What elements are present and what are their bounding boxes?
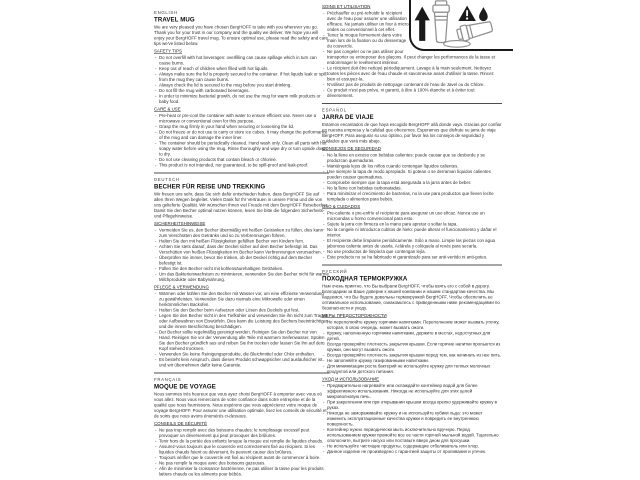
bullet-item: - Sujete la jarra con firmeza en la mano para apretar o soltar la tapa.: [322, 222, 502, 228]
bullet-item: - Кружку, наполненную горячими напитками, держите в местах, недоступных для детей.: [322, 331, 502, 342]
bullet-item: - This product is not intended, nor guaranteed, to be spill-proof and leak-proof.: [154, 163, 329, 169]
bullet-list: [154, 113, 329, 168]
bullet-list: [154, 228, 329, 283]
usage-pictograms-frame: [409, 0, 513, 51]
bullet-list: [154, 55, 329, 105]
section-russian: [322, 269, 502, 455]
language-label: ENGLISH: [154, 10, 178, 15]
bullet-item: - Füllen Sie den Becher nicht mit kohlensäurehaltigen Getränken.: [154, 266, 329, 272]
bullet-item: - Um das Bakterienwachstum zu minimieren, verwenden Sie den Becher nicht für warme Milchprodukte oder Babynahrung.: [154, 272, 329, 283]
bullet-item: - Keep out of reach of children when filled with hot liquids.: [154, 66, 329, 72]
bullet-item: - Always make sure the lid is properly secured to the container. If hot liquids leak or spill from the mug they can cause burns.: [154, 72, 329, 83]
bullet-item: - Ce produit n'est pas prévu, ni garanti, à être à 100% étanche et à éviter tout déversement.: [322, 88, 502, 99]
bullet-item: - Do not overfill with hot beverages: overfilling can cause spillage which in turn can cause burns.: [154, 55, 329, 66]
bullet-item: - Para minimizar el crecimiento de bacterias, no la use para productos que lleven leche templada o alimentos para bebés.: [322, 191, 502, 202]
section-heading: SOINS ET UTILISATION: [322, 4, 371, 9]
section-divider: [322, 265, 502, 266]
product-title: MOQUE DE VOYAGE: [154, 383, 216, 390]
bullet-list: [154, 291, 329, 368]
bullet-item: - При закреплении или при открывании крышки всегда крепко удерживайте кружку в руках.: [322, 400, 502, 411]
section-heading: PFLEGE & VERWENDUNG: [154, 284, 209, 290]
bullet-item: - Ne pas congeler ou ne pas utiliser pour transporter ou entreposer des glaçons. Il peut changer les performances de la tasse et endommager le revêtement intérieur.: [322, 49, 502, 66]
spill-puddle-icon: [444, 41, 471, 48]
bullet-item: - Ne pas trop remplir avec des boissons chaudes: le remplissage excessif peut provoquer un déversement qui peut provoquer des brûlures.: [154, 428, 329, 439]
hot-liquid-drop-icon: [479, 7, 488, 21]
keep-upright-arrow-icon: [415, 7, 430, 41]
product-title: BECHER FÜR REISE UND TREKKING: [154, 183, 266, 190]
usage-pictograms: [411, 0, 513, 49]
travel-mug-icon: [433, 1, 449, 43]
bullet-item: - Не заполняйте кружку газированными напитками.: [322, 358, 502, 364]
section-divider: [154, 173, 329, 174]
intro-paragraph: Нам очень приятно, что Вы выбрали BergHOFF, чтобы взять его с собой в дорогу. Благодарим за Ваше доверие к нашей компании и нашим стандартам качества. Мы надеемся, что Вы будете довольны термокружкой BergHOFF. Чтобы обеспечить ее оптимальное использование, ознакомьтесь с приведенными ниже рекомендациями по безопасности и уходу.: [322, 283, 500, 311]
bullet-item: - Préchauffer ou pré-refroidir le récipient avec de l'eau pour assurer une utilisation efficace. Ne jamais utiliser un four à micro-ondes ou conventionnel à cet effet.: [322, 11, 502, 33]
bullet-item: - Halten Sie den mit heißen Flüssigkeiten gefüllten Becher von Kindern fern.: [154, 239, 329, 245]
bullet-item: - Всегда проверяйте плотность закрытия крышки перед тем, как начинать из нее пить.: [322, 353, 502, 359]
section-heading: МЕРЫ ПРЕДОСТОРОЖНОСТИ: [322, 313, 387, 318]
section-english: [154, 10, 329, 168]
bullet-item: - Для минимизации роста бактерий не используйте кружку для теплых молочных продуктов или детского питания.: [322, 364, 502, 375]
bullet-item: - Der Becher sollte regelmäßig gereinigt werden. Reinigen Sie den Becher nur von Hand. Reinigen Sie vor der Verwendung alle Teile mit warmem Seifenwasser. Spülen Sie den Becher gründlich aus und reiben Sie ihn trocken oder lassen Sie ihn auf dem Kopf stehend trocknen.: [154, 330, 329, 352]
section-heading: USO & CUIDADOS: [322, 204, 361, 209]
bullet-item: - Tenez la moque fermement dans votre main lors de la fixation ou du desserrage du couvercle.: [322, 33, 502, 50]
language-label: РУССКИЙ: [322, 269, 348, 274]
bullet-item: - Предварительно нагревайте или охлаждайте контейнер водой для более эффективного использования. Никогда не используйте для этих целей микроволновую печь.: [322, 383, 502, 400]
bullet-item: - Legen Sie den Becher nicht in den Tiefkühler und verwenden Sie ihn nicht zum Tragen oder Aufbewahren von Eiswürfeln. Dies kann die Leistung des Bechers beeinträchtigen und die innere Beschichtung beschädigen.: [154, 313, 329, 330]
bullet-item: - Verwenden Sie keine Reinigungsprodukte, die Bleichmittel oder Chlor enthalten.: [154, 352, 329, 358]
bullet-item: - Pre-caliente o pre-enfríe el recipiente para asegurar un uso eficaz. Nunca use un microondas u horno convencional para esto.: [322, 211, 502, 222]
bullet-item: - Manténgala lejos de los niños cuando contengan líquidos calientes.: [322, 164, 502, 170]
bullet-item: - Tenir hors de la portée des enfants lorsque la moque est remplie de liquides chauds.: [154, 439, 329, 445]
bullet-item: - Compruebe siempre que la tapa está asegurada a la jarra antes de beber.: [322, 180, 502, 186]
language-label: DEUTSCH: [154, 177, 180, 182]
product-title: TRAVEL MUG: [154, 16, 195, 23]
bullet-list: [154, 428, 329, 478]
section-heading: CONSEJOS DE SEGURIDAD: [322, 146, 381, 151]
bullet-item: - Wärmen oder kühlen Sie den Becher mit Wasser vor, um eine effiziente Verwendung zu gewährleisten. Verwenden Sie dazu niemals eine Mikrowelle oder einen herkömmlichen Backofen.: [154, 291, 329, 308]
tipped-mug-spill-icon: [456, 19, 493, 42]
bullet-item: - Контейнер нужно периодически мыть исключительно вручную. Перед использованием кружки промойте все ее части горячей мыльной водой. Тщательно ополосните, вытрите насухо или поставьте вверх дном для просушки.: [322, 427, 502, 444]
bullet-item: - Use siempre la tapa de modo apropiado. Si gotean o se derraman líquidos calientes pueden causar quemaduras.: [322, 169, 502, 180]
section-espanol: [322, 108, 502, 261]
bullet-item: - Do not freeze or do not use to carry or store ice cubes. It may change the performance of the mug and can damage the inner liner.: [154, 130, 329, 141]
section-deutsch: [154, 177, 329, 368]
bullet-item: - Afin de minimiser la croissance bactérienne, ne pas utiliser la tasse pour les produits laitiers chauds ou les aliments pour bébés.: [154, 466, 329, 477]
section-divider: [322, 103, 502, 104]
bullet-item: - El recipiente debe limpiarse periódicamente. Sólo a mano. Limpie las piezas con agua jabonosa caliente antes de usarla. Aclárela y colóquela al revés para secarla.: [322, 238, 502, 249]
bullet-item: - Este producto no se ha fabricado ni garantizado para ser anti-vertido ni anti-goteo.: [322, 255, 502, 261]
bullet-item: - No la congele ni introduzca cubitos de hielo: puede alterar el funcionamiento y dañar el interior.: [322, 227, 502, 238]
left-column: [154, 10, 329, 477]
product-title: ПОХОДНАЯ ТЕРМОКРУЖКА: [322, 275, 408, 282]
bullet-item: - Ne pas remplir la moque avec des boissons gazeuses.: [154, 461, 329, 467]
bullet-item: - No la llene con bebidas carbonatadas.: [322, 186, 502, 192]
bullet-list: [322, 153, 502, 203]
bullet-item: - Always check the lid is secured to the mug before you start drinking.: [154, 83, 329, 89]
section-heading: CARE & USE: [154, 106, 181, 112]
bullet-item: - In order to minimize bacterial growth, do not use the mug for warm milk products or baby food.: [154, 94, 329, 105]
language-label: FRANÇAIS: [154, 377, 182, 382]
section-heading: CONSEILS DE SÉCURITÉ: [154, 421, 208, 426]
bullet-item: - Do not fill the mug with carbonated beverages.: [154, 88, 329, 94]
bullet-item: - Никогда не замораживайте кружку и не используйте кубики льда: это может изменить эксплуатационные качества кружки и повредить ее внутреннюю поверхность.: [322, 411, 502, 428]
bullet-list: [322, 320, 502, 375]
bullet-item: - Данное изделие не произведено с гарантией защиты от проливания и утечек.: [322, 449, 502, 455]
bullet-item: - Es besteht kein Anspruch, dass dieses Produkt schwappsicher und auslaufsicher ist und wir übernehmen dafür keine Garantie.: [154, 357, 329, 368]
bullet-item: - Do not use cleaning products that contain bleach or chlorine.: [154, 157, 329, 163]
bullet-item: - Vermeiden Sie es, den Becher übermäßig mit heißen Getränken zu füllen, dies kann zum Verschütten des Getränks und so zu Verbrennungen führen.: [154, 228, 329, 239]
bullet-item: - Всегда проверяйте плотность закрытия крышки. Если горячие напитки прольются из кружки, они могут вызвать ожоги.: [322, 342, 502, 353]
section-heading: SAFETY TIPS: [154, 48, 182, 54]
language-label: ESPAÑOL: [322, 107, 347, 113]
bullet-item: - The container should be periodically cleaned. Hand wash only. Clean all parts with hot soapy water before using the mug. Rinse thoroughly and wipe dry or turn upside down to dry.: [154, 141, 329, 158]
bullet-list: [322, 383, 502, 455]
section-divider: [154, 373, 329, 374]
bullet-item: - Grasp the mug firmly in your hand when securing or loosening the lid.: [154, 124, 329, 130]
bullet-item: - No la llene en exceso con bebidas calientes: puede causar que se desborde y se produzcan quemaduras.: [322, 153, 502, 164]
intro-paragraph: Estamos encantados de que haya escogido BergHOFF allá donde vaya. Gracias por confiar en nuestra empresa y la calidad que ofrecemos. Esperamos que disfrute su jarra de viaje BergHOFF. Para asegurar su uso óptimo, por favor lea los consejos de seguridad y cuidados que verá más abajo.: [322, 122, 502, 144]
warning-triangle-icon: [458, 6, 476, 21]
bullet-item: - Не переполняйте кружку горячими напитками. Переполнение может вызвать утечку, которая, в свою очередь, может вызвать ожоги.: [322, 320, 502, 331]
bullet-item: - Le récipient doit être nettoyé périodiquement. Lavage à la main seulement. Nettoyez toutes les pièces avec de l'eau chaude et savonneuse avant d'utiliser la tasse. Rincez bien et essuyez-la.: [322, 66, 502, 83]
bullet-item: - Überprüfen Sie immer, bevor Sie trinken, ob der Deckel richtig auf dem Becher befestigt ist.: [154, 255, 329, 266]
product-title: JARRA DE VIAJE: [322, 113, 374, 121]
section-heading: SICHERHEITSHINWEISE: [154, 221, 206, 226]
intro-paragraph: We are very pleased you have chosen BergHOFF to take with you wherever you go. Thank you for your trust in our company and the quality we deliver. We hope you will enjoy your BergHOFF travel mug. To ensure optimal use, please read the safety and care tips we've listed below.: [154, 24, 328, 46]
bullet-item: - Achten Sie stets darauf, dass der Deckel sicher auf dem Becher befestigt ist. Das Verschütten von heißen Flüssigkeiten im Becher kann Verbrennungen verursachen.: [154, 244, 329, 255]
section-francais: [154, 377, 329, 477]
bullet-item: - Не используйте чистящие продукты, содержащие отбеливатель или хлор.: [322, 444, 502, 450]
bullet-item: - Assurez-vous toujours que le couvercle est correctement fixé au récipient. Si les liquides chauds fuient ou déversent, ils peuvent causer des brûlures.: [154, 444, 329, 455]
right-column: [322, 2, 502, 455]
bullet-item: - Toujours vérifier que le couvercle est fixé au récipient avant de commencer à boire.: [154, 455, 329, 461]
intro-paragraph: Nous sommes très heureux que vous ayez choisi BergHOFF à emporter avec vous où vous allez. Nous vous remercions de votre confiance dans notre entreprise et de la qualité que nous fournissons. Nous espérons que vous apprécierez votre moque de voyage BergHOFF. Pour assurer une utilisation optimale, lisez les conseils de sécurité et de soins que nous avons énumérés ci-dessous.: [154, 391, 327, 419]
bullet-item: - Halten Sie den Becher beim Aufsetzen oder Lösen des Deckels gut fest.: [154, 308, 329, 314]
bullet-list: [322, 211, 502, 261]
bullet-item: - Pre-heat or pre-cool the container with water to ensure efficient use. Never use a microwave or conventional oven for this purpose.: [154, 113, 329, 124]
bullet-item: - N'utilisez pas de produits de nettoyage contenant de l'eau de Javel ou du Chlore.: [322, 82, 502, 88]
section-heading: УХОД И ИСПОЛЬЗОВАНИЕ: [322, 376, 380, 382]
intro-paragraph: Wir freuen uns sehr, dass Sie sich dafür entschieden haben, dass BergHOFF Sie auf allen Ihren Wegen begleitet. Vielen Dank für Ihr Vertrauen in unsere Firma und die von uns gelieferte Qualität. Wir wünschen Ihnen viel Freude mit dem BergHOFF Reisebecher. Damit Sie den Becher optimal nutzen können, lesen Sie bitte die folgenden Sicherheits- und Pflegehinweise.: [154, 191, 329, 219]
bullet-item: - No use productos de limpieza que contengan lejía.: [322, 249, 502, 255]
